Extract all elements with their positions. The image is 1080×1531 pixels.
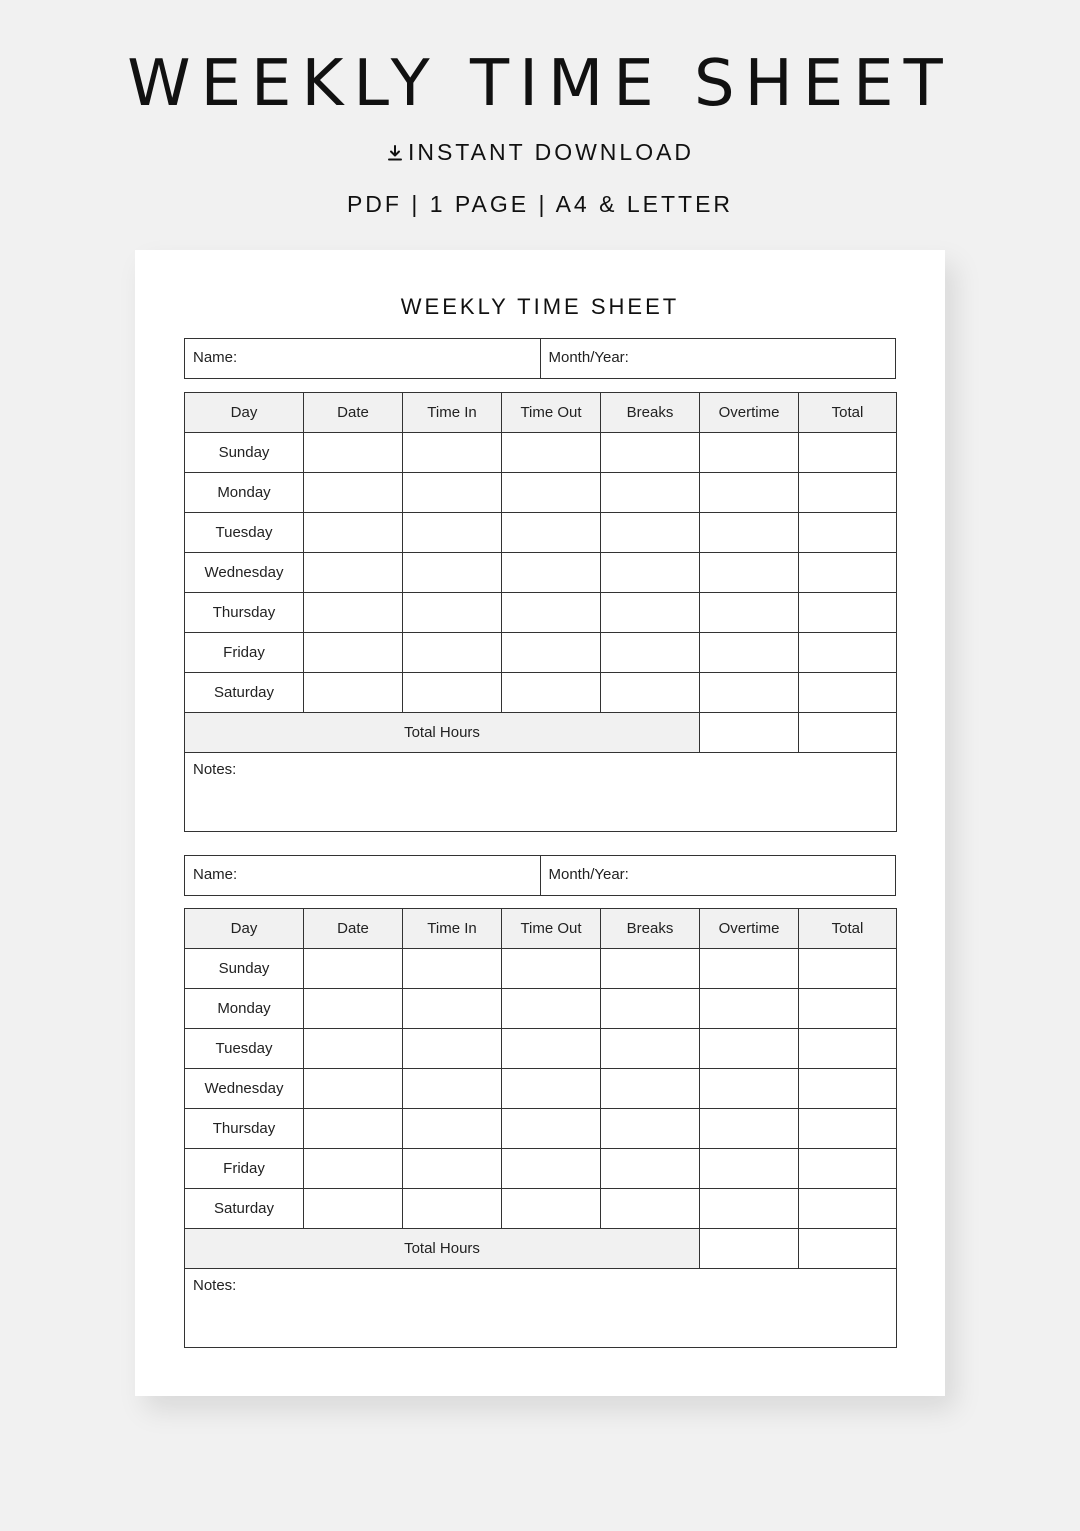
entry-cell[interactable]: [502, 593, 601, 633]
column-header: Breaks: [601, 909, 700, 949]
table-row: [185, 1029, 897, 1069]
table-row: [185, 1189, 897, 1229]
column-header: Breaks: [601, 393, 700, 433]
entry-cell[interactable]: [502, 1109, 601, 1149]
notes-field[interactable]: Notes:: [185, 753, 897, 832]
month-year-field[interactable]: Month/Year:: [540, 856, 896, 895]
column-header: Day: [185, 909, 304, 949]
table-row: [185, 473, 897, 513]
entry-cell[interactable]: [799, 633, 897, 673]
entry-cell[interactable]: [304, 433, 403, 473]
instant-download-line: [0, 138, 1080, 166]
entry-cell[interactable]: [403, 473, 502, 513]
timesheet-table-1: [184, 392, 897, 832]
entry-cell[interactable]: [799, 473, 897, 513]
entry-cell[interactable]: [799, 989, 897, 1029]
entry-cell[interactable]: [799, 433, 897, 473]
entry-cell[interactable]: [601, 633, 700, 673]
format-info: PDF | 1 PAGE | A4 & LETTER: [346, 191, 734, 217]
total-hours-label: Total Hours: [185, 1229, 700, 1269]
entry-cell[interactable]: [403, 1029, 502, 1069]
table-row: [185, 553, 897, 593]
entry-cell[interactable]: [601, 473, 700, 513]
column-header: Time In: [403, 909, 502, 949]
entry-cell[interactable]: [799, 1189, 897, 1229]
column-header: Overtime: [700, 909, 799, 949]
notes-row: [185, 753, 897, 832]
day-label: Monday: [185, 989, 304, 1029]
total-entry-cell[interactable]: [700, 713, 799, 753]
entry-cell[interactable]: [700, 1149, 799, 1189]
entry-cell[interactable]: [799, 593, 897, 633]
name-field[interactable]: Name:: [193, 866, 238, 883]
entry-cell[interactable]: [700, 989, 799, 1029]
entry-cell[interactable]: [700, 473, 799, 513]
day-label: Sunday: [185, 433, 304, 473]
entry-cell[interactable]: [304, 633, 403, 673]
table-row: [185, 433, 897, 473]
entry-cell[interactable]: [799, 949, 897, 989]
name-field[interactable]: Name:: [193, 349, 238, 366]
entry-cell[interactable]: [304, 553, 403, 593]
day-label: Friday: [185, 633, 304, 673]
entry-cell[interactable]: [601, 1029, 700, 1069]
notes-row: [185, 1269, 897, 1348]
entry-cell[interactable]: [304, 1149, 403, 1189]
table-row: [185, 593, 897, 633]
entry-cell[interactable]: [403, 1149, 502, 1189]
entry-cell[interactable]: [700, 1189, 799, 1229]
entry-cell[interactable]: [502, 433, 601, 473]
timesheet-table-2: [184, 908, 897, 1348]
entry-cell[interactable]: [502, 1189, 601, 1229]
entry-cell[interactable]: [502, 949, 601, 989]
day-label: Thursday: [185, 593, 304, 633]
name-month-row-1: [184, 338, 896, 379]
entry-cell[interactable]: [799, 553, 897, 593]
entry-cell[interactable]: [700, 553, 799, 593]
entry-cell[interactable]: [502, 513, 601, 553]
entry-cell[interactable]: [403, 949, 502, 989]
entry-cell[interactable]: [799, 673, 897, 713]
name-month-row-2: [184, 855, 896, 896]
entry-cell[interactable]: [403, 433, 502, 473]
entry-cell[interactable]: [502, 1069, 601, 1109]
instant-download-label: INSTANT DOWNLOAD: [407, 139, 695, 165]
entry-cell[interactable]: [403, 553, 502, 593]
column-header: Date: [304, 393, 403, 433]
entry-cell[interactable]: [601, 513, 700, 553]
entry-cell[interactable]: [700, 513, 799, 553]
entry-cell[interactable]: [799, 513, 897, 553]
column-header: Date: [304, 909, 403, 949]
entry-cell[interactable]: [601, 1149, 700, 1189]
day-label: Tuesday: [185, 1029, 304, 1069]
total-hours-label: Total Hours: [185, 713, 700, 753]
entry-cell[interactable]: [601, 593, 700, 633]
column-header: Overtime: [700, 393, 799, 433]
entry-cell[interactable]: [799, 1069, 897, 1109]
entry-cell[interactable]: [700, 1029, 799, 1069]
entry-cell[interactable]: [601, 1109, 700, 1149]
day-label: Friday: [185, 1149, 304, 1189]
entry-cell[interactable]: [601, 673, 700, 713]
day-label: Sunday: [185, 949, 304, 989]
entry-cell[interactable]: [700, 949, 799, 989]
entry-cell[interactable]: [403, 593, 502, 633]
entry-cell[interactable]: [304, 989, 403, 1029]
entry-cell[interactable]: [700, 433, 799, 473]
entry-cell[interactable]: [601, 553, 700, 593]
table-row: [185, 1109, 897, 1149]
total-hours-row: [185, 1229, 897, 1269]
table-row: [185, 989, 897, 1029]
page-title: WEEKLY TIME SHEET: [127, 47, 953, 121]
table-row: [185, 1149, 897, 1189]
entry-cell[interactable]: [304, 949, 403, 989]
entry-cell[interactable]: [799, 1029, 897, 1069]
month-year-field[interactable]: Month/Year:: [540, 339, 896, 378]
entry-cell[interactable]: [601, 989, 700, 1029]
entry-cell[interactable]: [601, 1189, 700, 1229]
entry-cell[interactable]: [403, 673, 502, 713]
printable-sheet: [135, 250, 945, 1396]
day-label: Wednesday: [185, 1069, 304, 1109]
entry-cell[interactable]: [601, 1069, 700, 1109]
entry-cell[interactable]: [601, 949, 700, 989]
entry-cell[interactable]: [502, 633, 601, 673]
entry-cell[interactable]: [304, 1189, 403, 1229]
notes-field[interactable]: Notes:: [185, 1269, 897, 1348]
column-header: Time Out: [502, 393, 601, 433]
entry-cell[interactable]: [700, 593, 799, 633]
entry-cell[interactable]: [502, 989, 601, 1029]
day-label: Saturday: [185, 673, 304, 713]
entry-cell[interactable]: [502, 1029, 601, 1069]
entry-cell[interactable]: [403, 1069, 502, 1109]
entry-cell[interactable]: [403, 989, 502, 1029]
total-entry-cell[interactable]: [799, 1229, 897, 1269]
table-row: [185, 949, 897, 989]
entry-cell[interactable]: [304, 1069, 403, 1109]
column-header: Time In: [403, 393, 502, 433]
entry-cell[interactable]: [700, 1109, 799, 1149]
entry-cell[interactable]: [304, 513, 403, 553]
entry-cell[interactable]: [304, 1109, 403, 1149]
total-entry-cell[interactable]: [799, 713, 897, 753]
download-icon: [386, 144, 404, 162]
entry-cell[interactable]: [799, 1109, 897, 1149]
entry-cell[interactable]: [403, 633, 502, 673]
entry-cell[interactable]: [502, 1149, 601, 1189]
entry-cell[interactable]: [403, 1189, 502, 1229]
entry-cell[interactable]: [700, 1069, 799, 1109]
entry-cell[interactable]: [502, 553, 601, 593]
day-label: Thursday: [185, 1109, 304, 1149]
header-row: [185, 393, 897, 433]
entry-cell[interactable]: [700, 633, 799, 673]
entry-cell[interactable]: [304, 673, 403, 713]
column-header: Day: [185, 393, 304, 433]
table-row: [185, 673, 897, 713]
day-label: Tuesday: [185, 513, 304, 553]
total-hours-row: [185, 713, 897, 753]
column-header: Total: [799, 393, 897, 433]
entry-cell[interactable]: [403, 1109, 502, 1149]
entry-cell[interactable]: [304, 1029, 403, 1069]
entry-cell[interactable]: [403, 513, 502, 553]
sheet-title: WEEKLY TIME SHEET: [400, 294, 680, 319]
entry-cell[interactable]: [304, 593, 403, 633]
column-header: Time Out: [502, 909, 601, 949]
table-row: [185, 633, 897, 673]
table-row: [185, 1069, 897, 1109]
day-label: Saturday: [185, 1189, 304, 1229]
entry-cell[interactable]: [304, 473, 403, 513]
entry-cell[interactable]: [502, 473, 601, 513]
header-row: [185, 909, 897, 949]
entry-cell[interactable]: [700, 673, 799, 713]
entry-cell[interactable]: [799, 1149, 897, 1189]
total-entry-cell[interactable]: [700, 1229, 799, 1269]
day-label: Wednesday: [185, 553, 304, 593]
column-header: Total: [799, 909, 897, 949]
day-label: Monday: [185, 473, 304, 513]
table-row: [185, 513, 897, 553]
entry-cell[interactable]: [601, 433, 700, 473]
entry-cell[interactable]: [502, 673, 601, 713]
